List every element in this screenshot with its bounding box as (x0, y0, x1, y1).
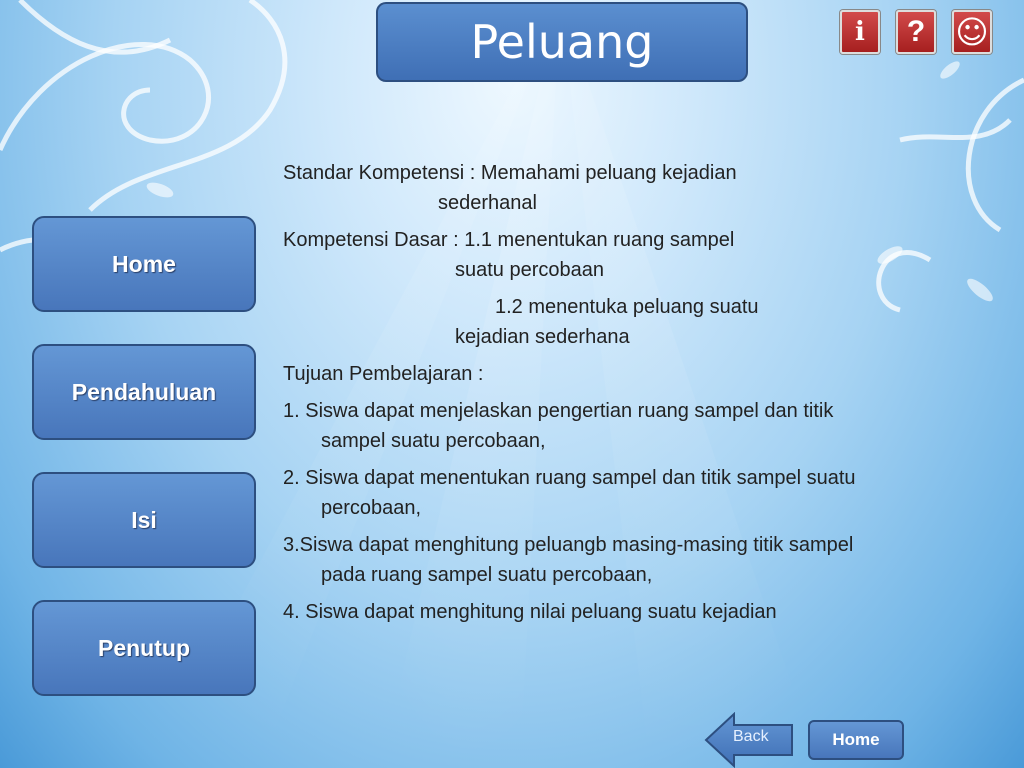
sk-line-cont: sederhanal (438, 192, 537, 214)
kd-line-cont: suatu percobaan (455, 259, 605, 281)
tujuan-item-3: 3.Siswa dapat menghitung peluangb masing-masing titik sampel (283, 534, 854, 556)
smiley-icon[interactable] (952, 10, 992, 54)
info-icon[interactable] (840, 10, 880, 54)
sk-line: Standar Kompetensi : Memahami peluang kejadian (283, 162, 737, 184)
tujuan-item-4: 4. Siswa dapat menghitung nilai peluang suatu kejadian (283, 601, 777, 623)
tujuan-item-2: 2. Siswa dapat menentukan ruang sampel dan titik sampel suatu (283, 467, 856, 489)
smiley-icon-glyph: ☺ (955, 13, 989, 51)
tujuan-item-2-cont: percobaan, (321, 497, 422, 519)
kd-line-2: 1.2 menentuka peluang suatu (495, 296, 759, 318)
page-title: Peluang (376, 2, 748, 82)
help-icon-glyph: ? (906, 15, 926, 48)
back-button-label[interactable]: Back (733, 728, 769, 745)
main-content (283, 158, 973, 627)
tujuan-item-1: 1. Siswa dapat menjelaskan pengertian ruang sampel dan titik (283, 400, 834, 422)
nav-pendahuluan-button[interactable]: Pendahuluan (32, 344, 256, 440)
kd-line-2-cont: kejadian sederhana (455, 326, 630, 348)
nav-home-button[interactable]: Home (32, 216, 256, 312)
kd-line: Kompetensi Dasar : 1.1 menentukan ruang sampel (283, 229, 735, 251)
tujuan-item-1-cont: sampel suatu percobaan, (321, 430, 546, 452)
tujuan-heading: Tujuan Pembelajaran : (283, 363, 484, 385)
info-icon-glyph: i (855, 17, 865, 47)
home-footer-button[interactable]: Home (808, 720, 904, 760)
help-icon[interactable] (896, 10, 936, 54)
tujuan-item-3-cont: pada ruang sampel suatu percobaan, (321, 564, 653, 586)
nav-isi-button[interactable]: Isi (32, 472, 256, 568)
nav-penutup-button[interactable]: Penutup (32, 600, 256, 696)
